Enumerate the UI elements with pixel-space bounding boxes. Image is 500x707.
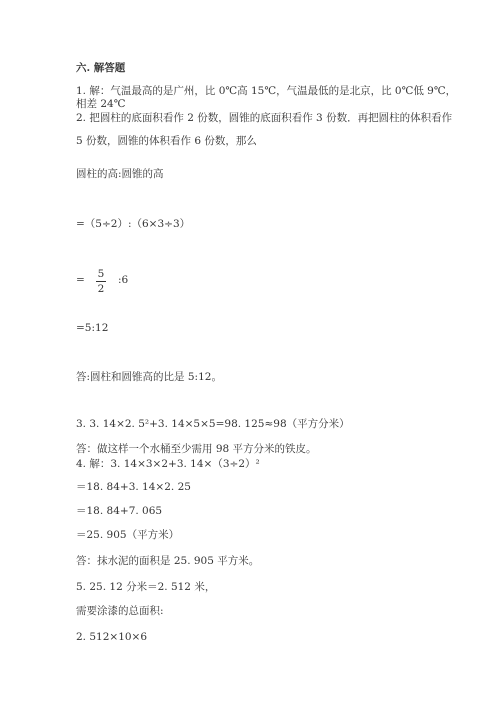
answer-1-line-1: 1. 解：气温最高的是广州，比 0℃高 15℃，气温最低的是北京，比 0℃低 9℃，: [76, 85, 457, 97]
ratio-heights: 圆柱的高:圆锥的高: [76, 168, 164, 180]
answer-3-calc: 3. 3. 14×2. 5²+3. 14×5×5=98. 125≈98（平方分米）: [76, 418, 350, 430]
answer-5-line-3: 2. 512×10×6: [76, 631, 148, 643]
ratio-step-2-equals: =: [76, 274, 85, 286]
answer-4-step-3: ＝25. 905（平方米）: [76, 529, 180, 541]
fraction: [96, 268, 106, 295]
answer-2-conclusion: 答:圆柱和圆锥高的比是 5:12。: [76, 371, 222, 383]
ratio-step-2-rest: :6: [118, 274, 129, 286]
answer-2-line-1: 2. 把圆柱的底面积看作 2 份数，圆锥的底面积看作 3 份数．再把圆柱的体积看作: [76, 112, 453, 124]
answer-4-step-1: ＝18. 84+3. 14×2. 25: [76, 481, 191, 493]
answer-1-line-2: 相差 24℃: [76, 98, 126, 110]
fraction-denominator: 2: [97, 283, 105, 295]
answer-4-step-2: ＝18. 84+7. 065: [76, 505, 163, 517]
answer-4-calc: 4. 解：3. 14×3×2+3. 14×（3÷2）²: [76, 458, 260, 470]
answer-3-conclusion: 答：做这样一个水桶至少需用 98 平方分米的铁皮。: [76, 443, 317, 455]
answer-5-line-1: 5. 25. 12 分米＝2. 512 米，: [76, 581, 216, 593]
heading: 六. 解答题: [76, 62, 126, 74]
answer-2-line-2: 5 份数，圆锥的体积看作 6 份数，那么: [76, 135, 257, 147]
answer-4-conclusion: 答：抹水泥的面积是 25. 905 平方米。: [76, 555, 260, 567]
answer-5-line-2: 需要涂漆的总面积:: [76, 605, 164, 617]
fraction-numerator: 5: [97, 268, 105, 280]
ratio-step-3: =5:12: [76, 322, 109, 334]
ratio-step-1: =（5÷2）:（6×3÷3）: [76, 218, 191, 230]
fraction-bar: [96, 281, 106, 282]
